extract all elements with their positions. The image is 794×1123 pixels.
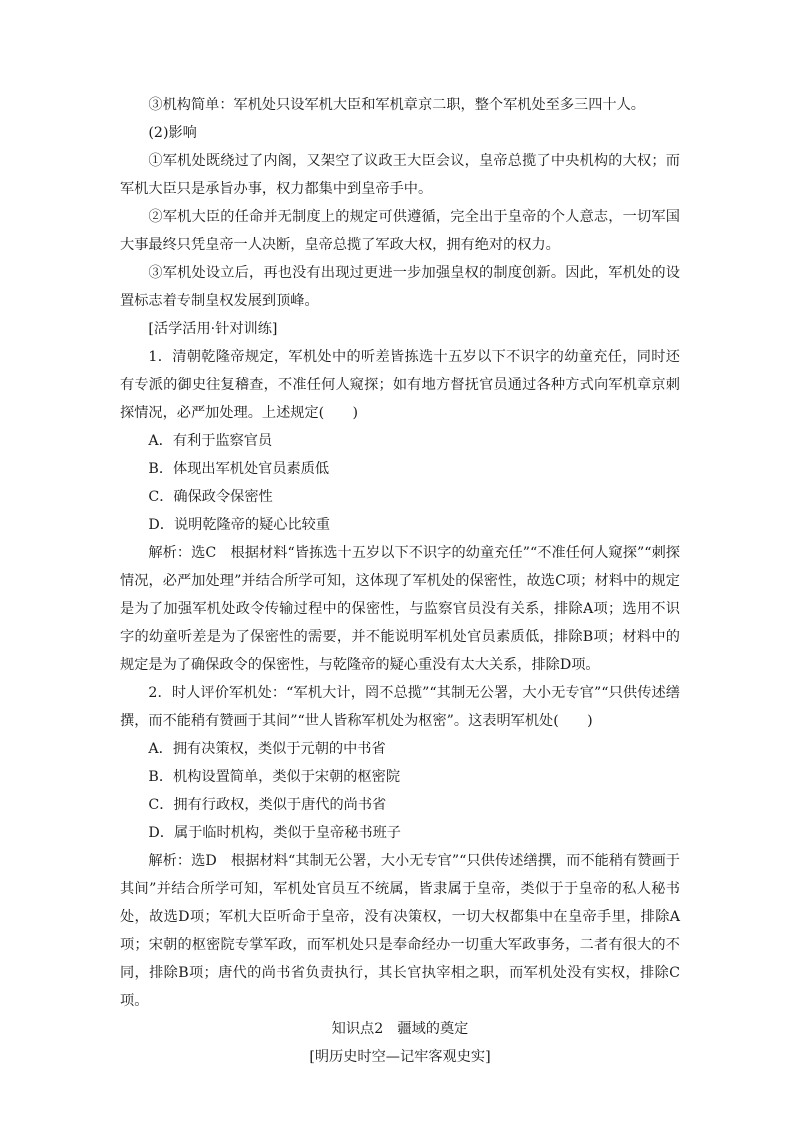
document-body: [120, 91, 680, 1071]
question-2-stem: 2．时人评价军机处：“军机大计，罔不总揽”“其制无公署，大小无专官”“只供传述缮撰，而不能稍有赞画于其间”“世人皆称军机处为枢密”。这表明军机处( ): [120, 685, 680, 729]
paragraph-influence-2: ②军机大臣的任命并无制度上的规定可供遵循，完全出于皇帝的个人意志，一切军国大事最终只凭皇帝一人决断，皇帝总揽了军政大权，拥有绝对的权力。: [120, 209, 680, 253]
subheading-influence: (2)影响: [148, 125, 197, 141]
question-2-option-a: A．拥有决策权，类似于元朝的中书省: [148, 741, 386, 757]
paragraph-influence-3: ③军机处设立后，再也没有出现过更进一步加强皇权的制度创新。因此，军机处的设置标志着专制皇权发展到顶峰。: [120, 265, 680, 309]
paragraph-influence-1: ①军机处既绕过了内阁，又架空了议政王大臣会议，皇帝总揽了中央机构的大权；而军机大臣只是承旨办事，权力都集中到皇帝手中。: [120, 153, 680, 197]
question-2-option-b: B．机构设置简单，类似于宋朝的枢密院: [148, 769, 401, 785]
question-2-option-d: D．属于临时机构，类似于皇帝秘书班子: [148, 825, 401, 841]
question-2: [120, 679, 680, 1015]
section-title: 知识点2 疆域的奠定: [331, 1021, 469, 1037]
practice-heading: [活学活用·针对训练]: [148, 321, 278, 337]
question-2-analysis: 解析：选D 根据材料“其制无公署，大小无专官”“只供传述缮撰，而不能稍有赞画于其间”并结合所学可知，军机处官员互不统属，皆隶属于皇帝，类似于于皇帝的私人秘书处，故选D项；军机大臣听命于皇帝，没有决策权，一切大权都集中在皇帝手里，排除A项；宋朝的枢密院专掌军政，而军机处只是奉命经办一切重大军政事务，二者有很大的不同，排除B项；唐代的尚书省负责执行，其长官执宰相之职，而军机处没有实权，排除C项。: [120, 853, 680, 1009]
question-1-analysis: 解析：选C 根据材料“皆拣选十五岁以下不识字的幼童充任”“不准任何人窥探”“刺探情况，必严加处理”并结合所学可知，这体现了军机处的保密性，故选C项；材料中的规定是为了加强军机处政令传输过程中的保密性，与监察官员没有关系，排除A项；选用不识字的幼童听差是为了保密性的需要，并不能说明军机处官员素质低，排除B项；材料中的规定是为了确保政令的保密性，与乾隆帝的疑心重没有太大关系，排除D项。: [120, 545, 680, 673]
question-1-option-a: A．有利于监察官员: [148, 433, 273, 449]
question-1: [120, 343, 680, 679]
section-subtitle: [明历史时空—记牢客观史实]: [309, 1049, 491, 1065]
question-1-option-b: B．体现出军机处官员素质低: [148, 461, 330, 477]
question-1-stem: 1．清朝乾隆帝规定，军机处中的听差皆拣选十五岁以下不识字的幼童充任，同时还有专派的御史往复稽查，不准任何人窥探；如有地方督抚官员通过各种方式向军机章京刺探情况，必严加处理。上述规定( ): [120, 349, 680, 421]
question-2-option-c: C．拥有行政权，类似于唐代的尚书省: [148, 797, 387, 813]
question-1-option-c: C．确保政令保密性: [148, 489, 273, 505]
paragraph-structure-simple: ③机构简单：军机处只设军机大臣和军机章京二职，整个军机处至多三四十人。: [148, 97, 645, 113]
question-1-option-d: D．说明乾隆帝的疑心比较重: [148, 517, 331, 533]
